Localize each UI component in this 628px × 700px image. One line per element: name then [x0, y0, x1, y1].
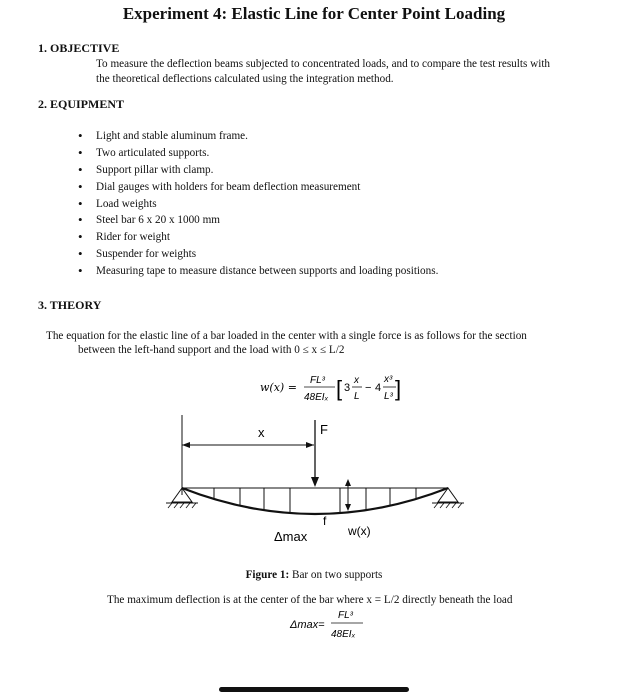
coefficient-4: 4 — [375, 382, 382, 394]
force-label: F — [320, 422, 328, 437]
equation-denominator: 48EIₓ — [304, 392, 329, 403]
force-arrow — [311, 477, 319, 487]
frac2-denominator: L³ — [384, 391, 393, 402]
frac2-numerator: x³ — [384, 374, 393, 385]
bullet-icon: • — [78, 229, 83, 245]
theory-line-2: between the left-hand support and the load with 0 ≤ x ≤ L/2 — [78, 344, 345, 356]
objective-line-1: To measure the deflection beams subjected to concentrated loads, and to compare the test results with — [96, 58, 551, 70]
equipment-item: Dial gauges with holders for beam deflection measurement — [96, 180, 361, 193]
wx-label: w(x) — [348, 524, 371, 538]
wx-arrow-down — [345, 504, 351, 511]
equipment-item: Measuring tape to measure distance between supports and loading positions. — [96, 265, 439, 278]
max-deflection-text: The maximum deflection is at the center of the bar where x = L/2 directly beneath the load — [107, 594, 513, 606]
list-item — [78, 145, 438, 162]
bullet-icon: • — [78, 161, 83, 177]
equipment-item: Steel bar 6 x 20 x 1000 mm — [96, 214, 220, 227]
hatch-line — [180, 503, 184, 508]
x-label: x — [258, 425, 265, 440]
theory-heading: 3. THEORY — [38, 298, 102, 312]
bullet-icon: • — [78, 195, 83, 211]
theory-line-1: The equation for the elastic line of a bar loaded in the center with a single force is as follows for the section — [46, 330, 527, 342]
max-eq-numerator: FL³ — [338, 610, 353, 621]
max-deflection-equation — [288, 606, 378, 644]
frac1-numerator: x — [354, 375, 359, 386]
beam-diagram — [150, 415, 480, 550]
figure-caption — [0, 569, 628, 581]
f-label: f — [323, 514, 327, 528]
bullet-icon: • — [78, 178, 83, 194]
bullet-icon: • — [78, 263, 83, 279]
elastic-line-curve — [182, 488, 448, 514]
max-eq-denominator: 48EIₓ — [331, 629, 356, 640]
home-indicator[interactable] — [219, 687, 409, 692]
minus-sign: − — [365, 382, 372, 394]
objective-line-2: the theoretical deflections calculated using the integration method. — [96, 73, 394, 85]
bracket-close: ] — [395, 376, 402, 401]
max-eq-lhs: Δmax= — [290, 619, 325, 631]
dimension-arrow-right — [306, 442, 314, 448]
delta-max-label: Δmax — [274, 529, 308, 544]
objective-heading: 1. OBJECTIVE — [38, 41, 120, 55]
bullet-icon: • — [78, 128, 83, 143]
equipment-heading: 2. EQUIPMENT — [38, 97, 125, 111]
list-item — [78, 128, 438, 145]
equipment-list — [78, 128, 438, 280]
page-title: Experiment 4: Elastic Line for Center Point Loading — [122, 4, 506, 23]
bullet-icon: • — [78, 144, 83, 160]
list-item — [78, 246, 438, 263]
equipment-item: Rider for weight — [96, 231, 170, 244]
list-item — [78, 162, 438, 179]
list-item — [78, 212, 438, 229]
hatch-line — [168, 503, 172, 508]
list-item — [78, 179, 438, 196]
hatch-line — [440, 503, 444, 508]
hatch-line — [186, 503, 190, 508]
figure-caption-text: Bar on two supports — [289, 569, 383, 581]
elastic-line-equation — [250, 368, 410, 410]
equipment-item: Suspender for weights — [96, 248, 197, 261]
hatch-line — [434, 503, 438, 508]
equipment-item: Two articulated supports. — [96, 146, 210, 159]
bullet-icon: • — [78, 246, 83, 262]
list-item — [78, 196, 438, 213]
hatch-line — [458, 503, 462, 508]
bracket-open: [ — [336, 376, 343, 401]
figure-caption-label: Figure 1: — [245, 569, 290, 581]
equation-numerator: FL³ — [310, 375, 325, 386]
frac1-denominator: L — [354, 391, 360, 402]
bullet-icon: • — [78, 212, 83, 228]
equipment-item: Light and stable aluminum frame. — [96, 130, 248, 142]
equipment-item: Support pillar with clamp. — [96, 163, 214, 176]
list-item — [78, 229, 438, 246]
equipment-item: Load weights — [96, 197, 157, 210]
list-item — [78, 263, 438, 280]
equation-lhs: w(x) = — [260, 381, 297, 394]
hatch-line — [452, 503, 456, 508]
dimension-arrow-left — [182, 442, 190, 448]
hatch-line — [446, 503, 450, 508]
wx-arrow-up — [345, 479, 351, 486]
coefficient-3: 3 — [344, 382, 351, 394]
hatch-line — [192, 503, 196, 508]
hatch-line — [174, 503, 178, 508]
